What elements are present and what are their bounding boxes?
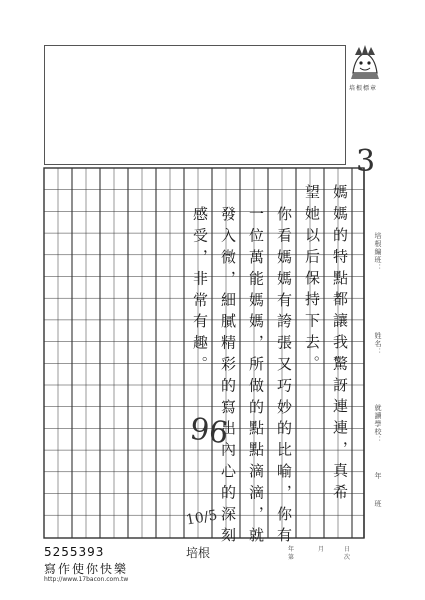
- grader-signature: 培根: [186, 546, 211, 560]
- brand-slogan: 寫作使你快樂: [44, 562, 129, 576]
- website-url: http://www.17bacon.com.tw: [44, 576, 129, 583]
- essay-column-6: 感受，非常有趣。: [191, 206, 209, 378]
- grade-note: 10/5: [184, 507, 219, 529]
- date-sub-label: 第: [288, 554, 295, 561]
- grade-label: 年: [374, 472, 382, 480]
- stamp-label: 培根標章: [349, 85, 378, 92]
- school-label: 就讀學校：: [374, 404, 382, 444]
- essay-column-3: 你看媽媽有誇張又巧妙的比喻，你有: [275, 206, 293, 549]
- essay-column-4: 一位萬能媽媽，所做的點點滴滴，就: [247, 206, 265, 549]
- page-number: 3: [356, 144, 376, 179]
- date-count-label: 次: [344, 554, 351, 561]
- date-year-label: 年: [288, 546, 295, 553]
- date-month-label: 月: [318, 546, 325, 553]
- essay-column-5: 發入微，細膩精彩的寫出內心的深刻: [219, 206, 237, 549]
- name-label: 姓名：: [374, 332, 382, 356]
- serial-number: 5255393: [44, 545, 105, 559]
- grade-score: 96: [187, 411, 231, 452]
- class-label: 班: [374, 500, 382, 508]
- date-day-label: 日: [344, 546, 351, 553]
- class-code-label: 培根編班：: [374, 232, 382, 272]
- essay-column-1: 媽媽的特點都讓我驚訝連連，真希: [331, 184, 349, 505]
- essay-column-2: 望她以后保持下去。: [303, 184, 321, 377]
